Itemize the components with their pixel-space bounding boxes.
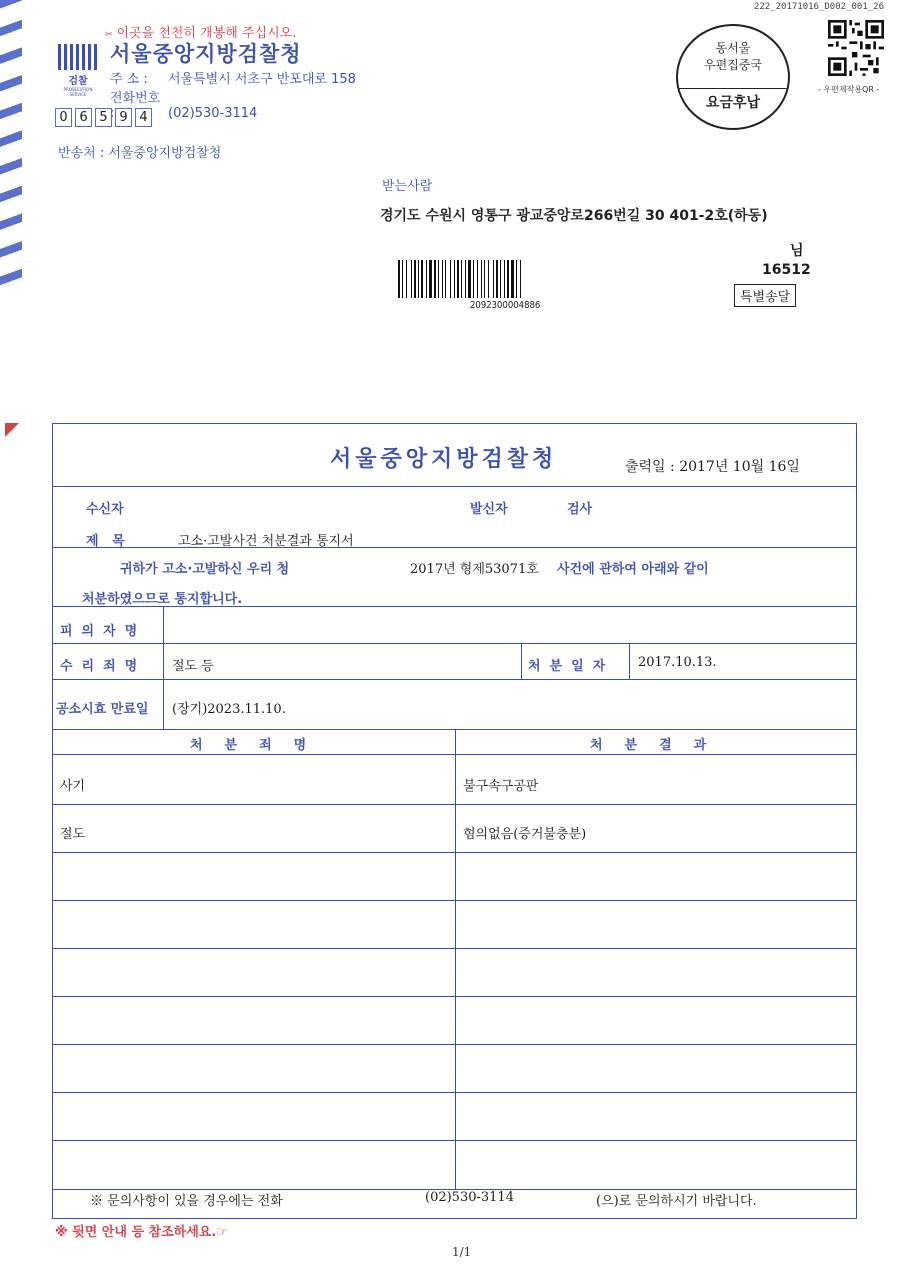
print-date-label: 출력일 : xyxy=(625,459,675,475)
divider xyxy=(521,643,522,679)
table-row-offense: 사기 xyxy=(60,779,86,794)
column-header-result: 처분결과 xyxy=(590,738,729,753)
divider xyxy=(163,679,164,729)
document-id: 222_20171016_D002_001_26 xyxy=(753,2,884,12)
divider xyxy=(53,679,856,680)
receiver-label: 수신자 xyxy=(86,502,124,517)
zip-digit: 6 xyxy=(75,108,92,127)
corner-mark xyxy=(5,423,19,437)
divider xyxy=(455,729,456,1189)
intro-line2: 처분하였으므로 통지합니다. xyxy=(82,592,243,607)
sender-address: 서울특별시 서초구 반포대로 158 xyxy=(168,72,356,87)
case-number: 2017년 형제53071호 xyxy=(410,562,539,577)
footer-inquiry-text: ※ 문의사항이 있을 경우에는 전화 xyxy=(90,1194,283,1209)
postmark-center: 우편집중국 xyxy=(704,58,762,72)
disposition-date-label: 처분일자 xyxy=(528,659,615,674)
divider xyxy=(53,547,856,548)
divider xyxy=(53,643,856,644)
column-header-offense: 처분죄명 xyxy=(190,738,329,753)
table-row-result: 혐의없음(증거불충분) xyxy=(463,827,587,842)
return-address: 반송처 : 서울중앙지방검찰청 xyxy=(58,146,222,161)
subject-label: 제 목 xyxy=(86,534,125,549)
bottom-note: ※ 뒷면 안내 등 참조하세요.☞ xyxy=(55,1225,228,1240)
recipient-honorific: 님 xyxy=(790,243,804,259)
zip-digit: 0 xyxy=(55,108,72,127)
notice-form xyxy=(52,423,857,1219)
intro-part2: 사건에 관하여 아래와 같이 xyxy=(557,562,709,577)
footer-inquiry-suffix: (으)로 문의하시기 바랍니다. xyxy=(596,1194,757,1209)
sender-label: 발신자 xyxy=(470,502,508,517)
recipient-label: 받는사람 xyxy=(382,179,433,194)
tear-icon: ✂ xyxy=(105,30,113,40)
sender-name: 서울중앙지방검찰청 xyxy=(110,42,302,66)
barcode-number: 2092300004886 xyxy=(470,300,541,311)
logo-subtext: PROSECUTION SERVICE xyxy=(63,87,93,97)
page-number: 1/1 xyxy=(452,1245,472,1259)
zip-digit: 4 xyxy=(135,108,152,127)
sender-zip-boxes xyxy=(55,108,155,127)
notice-title: 서울중앙지방검찰청 xyxy=(330,447,558,472)
print-date-row xyxy=(625,456,800,476)
limitation-label: 공소시효 만료일 xyxy=(56,702,149,717)
recipient-address: 경기도 수원시 영통구 광교중앙로266번길 30 401-2호(하동) xyxy=(380,208,768,224)
suspect-label: 피의자명 xyxy=(60,624,147,639)
address-label: 주 소 : xyxy=(110,72,148,87)
divider xyxy=(629,643,630,679)
airmail-stripes xyxy=(0,0,22,290)
sender-phone: (02)530-3114 xyxy=(168,106,258,121)
qr-code-icon xyxy=(828,20,884,76)
sender-value: 검사 xyxy=(567,502,593,517)
disposition-date: 2017.10.13. xyxy=(638,655,717,670)
charge-value: 절도 등 xyxy=(172,659,214,674)
divider xyxy=(163,606,164,679)
subject-value: 고소·고발사건 처분결과 통지서 xyxy=(178,534,354,549)
recipient-zip: 16512 xyxy=(762,262,811,278)
zip-digit: 5 xyxy=(95,108,112,127)
logo-text: 검찰 xyxy=(68,76,88,87)
table-row-result: 불구속구공판 xyxy=(463,779,539,794)
charge-label: 수리죄명 xyxy=(60,659,147,674)
postmark-office: 동서울 xyxy=(715,41,751,55)
limitation-value: (장기)2023.11.10. xyxy=(172,702,286,717)
delivery-type-badge: 특별송달 xyxy=(734,284,796,307)
footer-phone: (02)530-3114 xyxy=(425,1190,514,1205)
table-row-offense: 절도 xyxy=(60,827,86,842)
zip-digit: 9 xyxy=(115,108,132,127)
barcode-icon xyxy=(398,260,614,298)
postmark-postage: 요금후납 xyxy=(705,95,761,111)
sender-address-row xyxy=(110,68,356,87)
divider xyxy=(53,486,856,487)
print-date: 2017년 10월 16일 xyxy=(679,459,800,475)
intro-part1: 귀하가 고소·고발하신 우리 청 xyxy=(120,562,290,577)
open-instruction-text: 이곳을 천천히 개봉해 주십시오. xyxy=(116,26,297,41)
phone-label: 전화번호 : xyxy=(110,91,161,121)
prosecution-logo-icon xyxy=(58,44,98,97)
qr-label: - 우편제작용QR - xyxy=(818,85,880,94)
